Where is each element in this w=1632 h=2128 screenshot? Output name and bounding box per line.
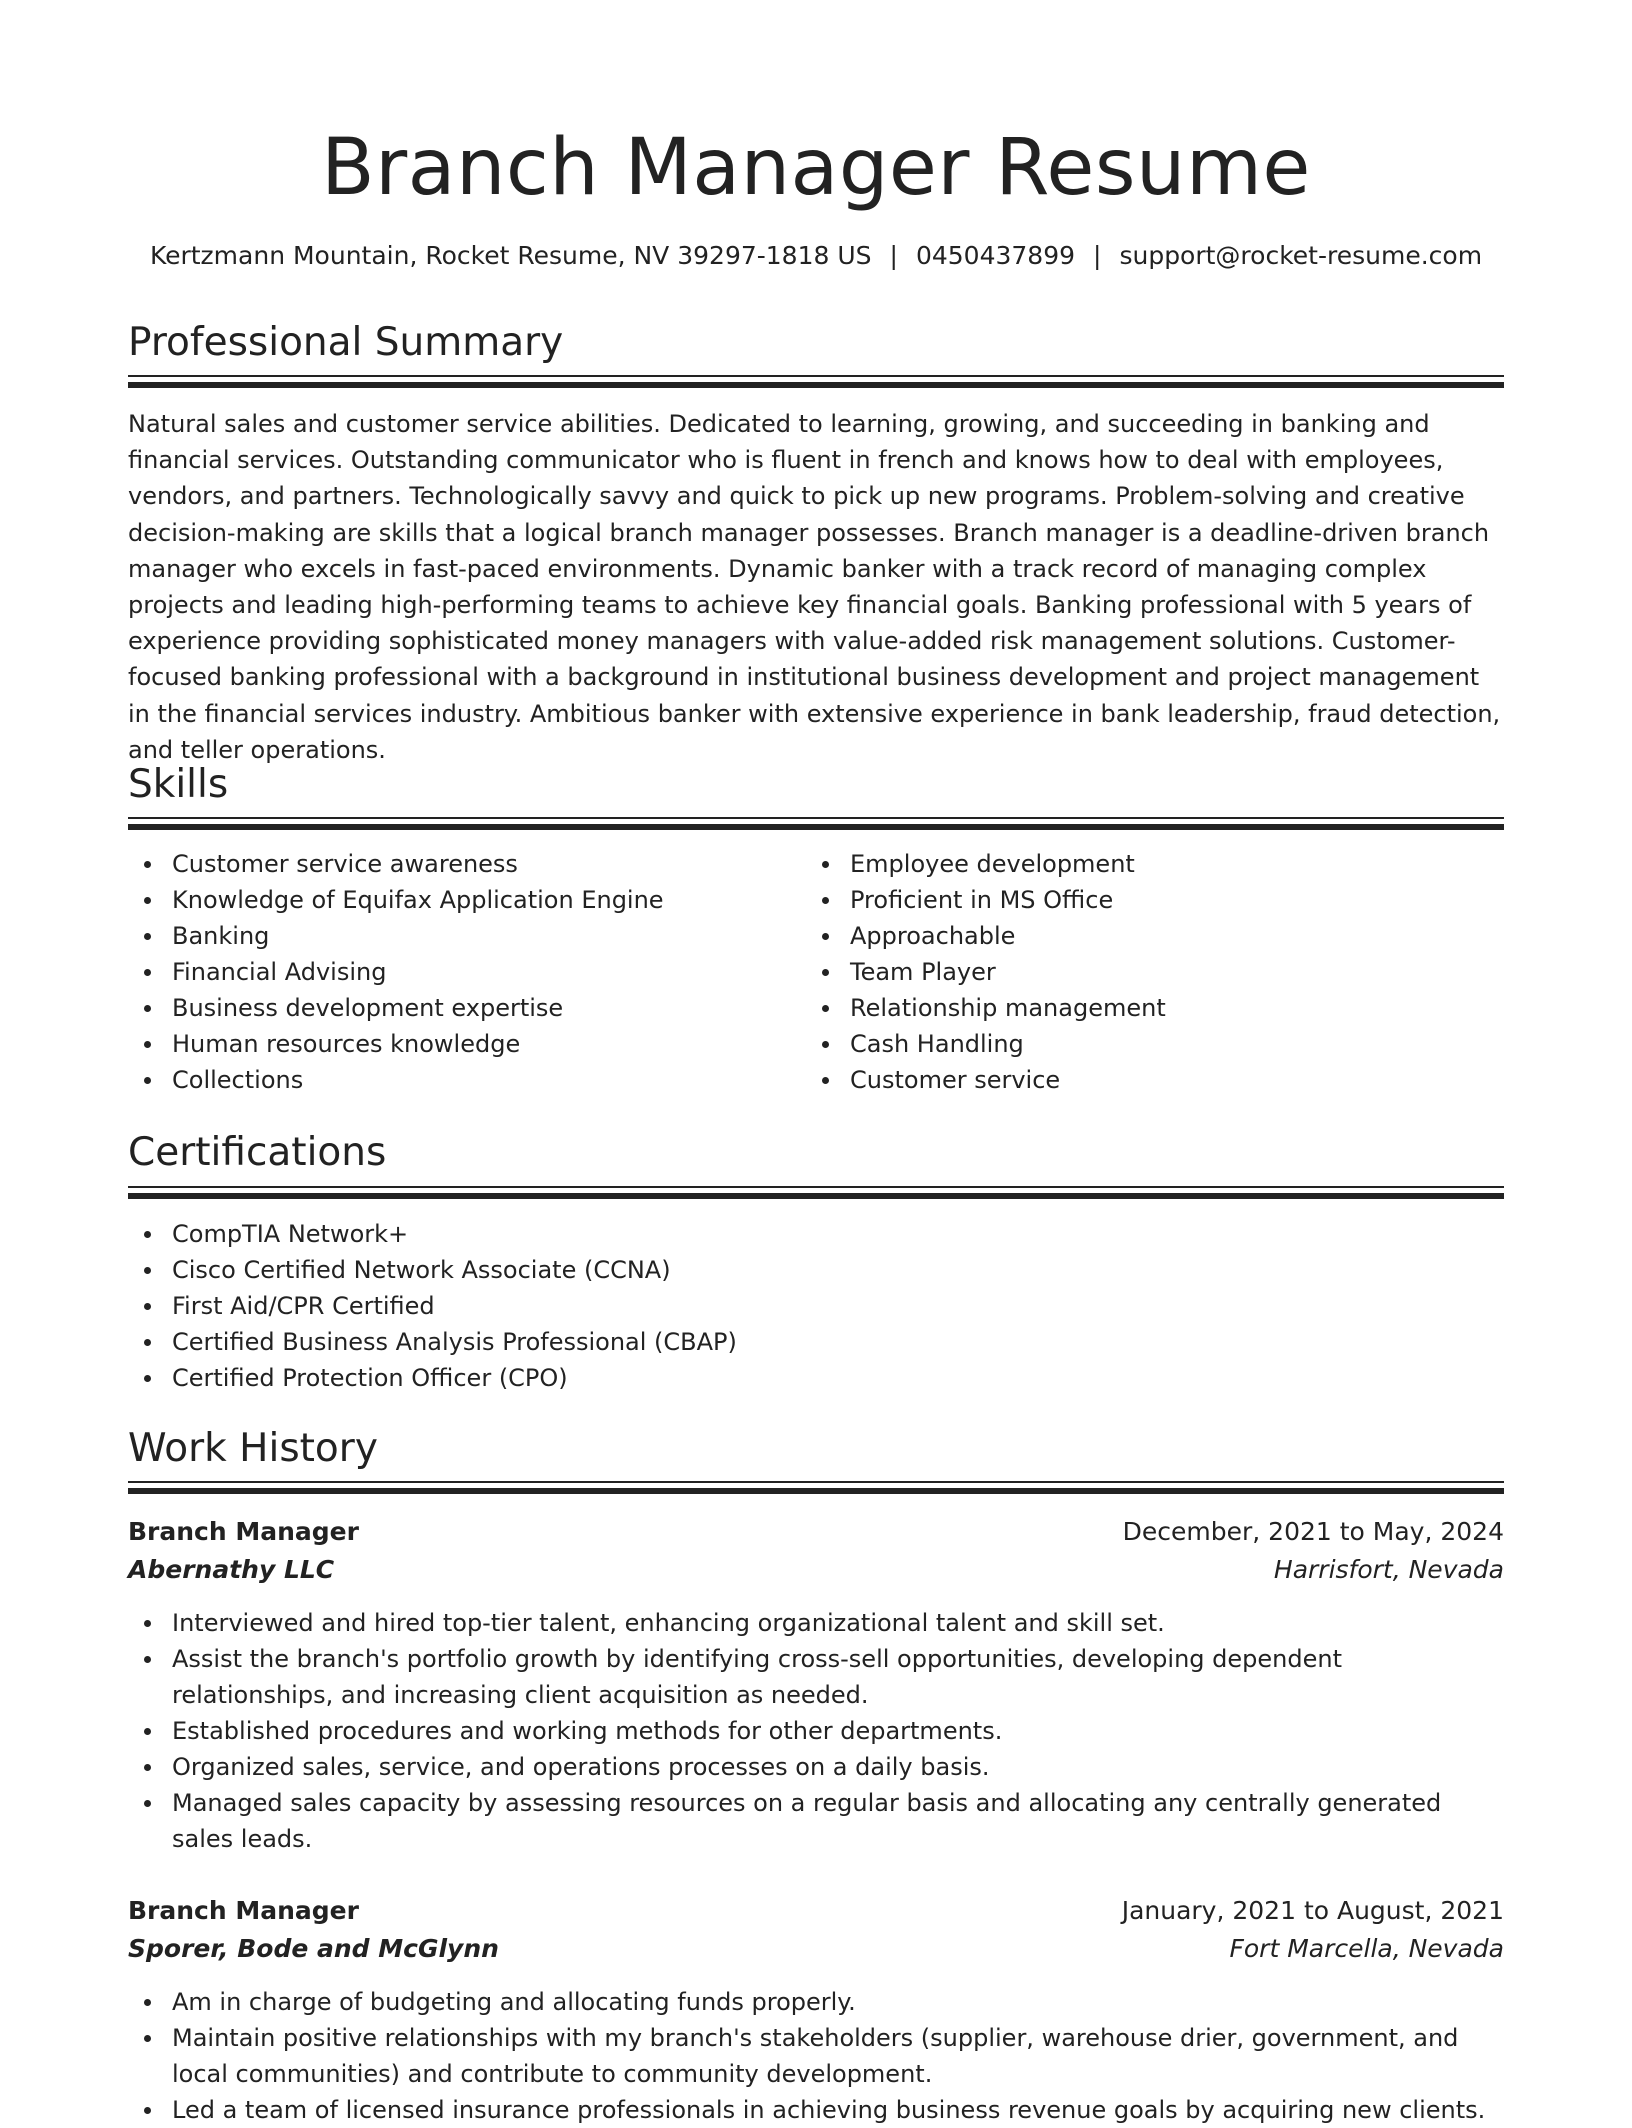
contact-phone: 0450437899 — [915, 241, 1076, 270]
contact-separator: | — [889, 241, 898, 270]
skills-column-left — [128, 846, 788, 1098]
certifications-heading: Certifications — [128, 1130, 387, 1175]
job-title: Branch Manager — [128, 1517, 359, 1546]
section-divider — [128, 375, 1504, 389]
job-duty-item: Organized sales, service, and operations processes on a daily basis. — [128, 1749, 1504, 1785]
job-duties — [128, 1984, 1504, 2128]
job-dates: December, 2021 to May, 2024 — [1122, 1517, 1504, 1546]
job-duty-item: Led a team of licensed insurance professionals in achieving business revenue goals by acquiring new clients. — [128, 2092, 1504, 2128]
summary-text: Natural sales and customer service abilities. Dedicated to learning, growing, and succeeding in banking and financial services. Outstanding communicator who is fluent in french and knows how to deal with employees, vendors, and partners. Technologically savvy and quick to pick up new programs. Problem-solving and creative decision-making are skills that a logical branch manager possesses. Branch manager is a deadline-driven branch manager who excels in fast-paced environments. Dynamic banker with a track record of managing complex projects and leading high-performing teams to achieve key financial goals. Banking professional with 5 years of experience providing sophisticated money managers with value-added risk management solutions. Customer-focused banking professional with a background in institutional business development and project management in the financial services industry. Ambitious banker with extensive experience in bank leadership, fraud detection, and teller operations. — [128, 410, 1501, 764]
skill-item: Relationship management — [806, 990, 1466, 1026]
skills-list-left — [128, 846, 788, 1098]
certifications-list — [128, 1216, 1128, 1396]
skill-item: Customer service — [806, 1062, 1466, 1098]
skill-item: Team Player — [806, 954, 1466, 990]
certifications-list-wrap — [128, 1216, 1128, 1396]
job-location: Fort Marcella, Nevada — [1229, 1934, 1504, 1963]
certification-item: Cisco Certified Network Associate (CCNA) — [128, 1252, 1128, 1288]
section-divider — [128, 1186, 1504, 1200]
contact-address: Kertzmann Mountain, Rocket Resume, NV 39297-1818 US — [149, 241, 872, 270]
job-duty-item: Maintain positive relationships with my branch's stakeholders (supplier, warehouse drier, government, and local communities) and contribute to community development. — [128, 2020, 1504, 2092]
skills-column-right — [806, 846, 1466, 1098]
contact-separator: | — [1093, 241, 1102, 270]
job-company: Sporer, Bode and McGlynn — [128, 1934, 499, 1963]
skill-item: Collections — [128, 1062, 788, 1098]
certification-item: Certified Protection Officer (CPO) — [128, 1360, 1128, 1396]
skill-item: Customer service awareness — [128, 846, 788, 882]
job-duty-item: Assist the branch's portfolio growth by identifying cross-sell opportunities, developing dependent relationships, and increasing client acquisition as needed. — [128, 1641, 1504, 1713]
page-title: Branch Manager Resume — [321, 123, 1311, 213]
section-divider — [128, 1481, 1504, 1495]
job-dates: January, 2021 to August, 2021 — [1121, 1896, 1504, 1925]
job-title: Branch Manager — [128, 1896, 359, 1925]
skill-item: Business development expertise — [128, 990, 788, 1026]
certification-item: CompTIA Network+ — [128, 1216, 1128, 1252]
skills-heading: Skills — [128, 762, 229, 807]
skills-list-right — [806, 846, 1466, 1098]
certification-item: First Aid/CPR Certified — [128, 1288, 1128, 1324]
skill-item: Human resources knowledge — [128, 1026, 788, 1062]
work-history-heading: Work History — [128, 1426, 378, 1471]
skill-item: Banking — [128, 918, 788, 954]
job-entry — [128, 1892, 1504, 2128]
job-company: Abernathy LLC — [128, 1555, 335, 1584]
job-duty-item: Established procedures and working methods for other departments. — [128, 1713, 1504, 1749]
job-duties — [128, 1605, 1504, 1857]
skill-item: Financial Advising — [128, 954, 788, 990]
skill-item: Knowledge of Equifax Application Engine — [128, 882, 788, 918]
contact-line — [108, 236, 1524, 276]
skill-item: Employee development — [806, 846, 1466, 882]
contact-email: support@rocket-resume.com — [1119, 241, 1483, 270]
certification-item: Certified Business Analysis Professional (CBAP) — [128, 1324, 1128, 1360]
section-divider — [128, 817, 1504, 831]
job-location: Harrisfort, Nevada — [1273, 1555, 1504, 1584]
summary-heading: Professional Summary — [128, 320, 564, 365]
job-duty-item: Am in charge of budgeting and allocating funds properly. — [128, 1984, 1504, 2020]
skill-item: Cash Handling — [806, 1026, 1466, 1062]
skill-item: Proficient in MS Office — [806, 882, 1466, 918]
job-duty-item: Interviewed and hired top-tier talent, enhancing organizational talent and skill set. — [128, 1605, 1504, 1641]
job-duty-item: Managed sales capacity by assessing resources on a regular basis and allocating any centrally generated sales leads. — [128, 1785, 1504, 1857]
skill-item: Approachable — [806, 918, 1466, 954]
job-entry — [128, 1513, 1504, 1857]
